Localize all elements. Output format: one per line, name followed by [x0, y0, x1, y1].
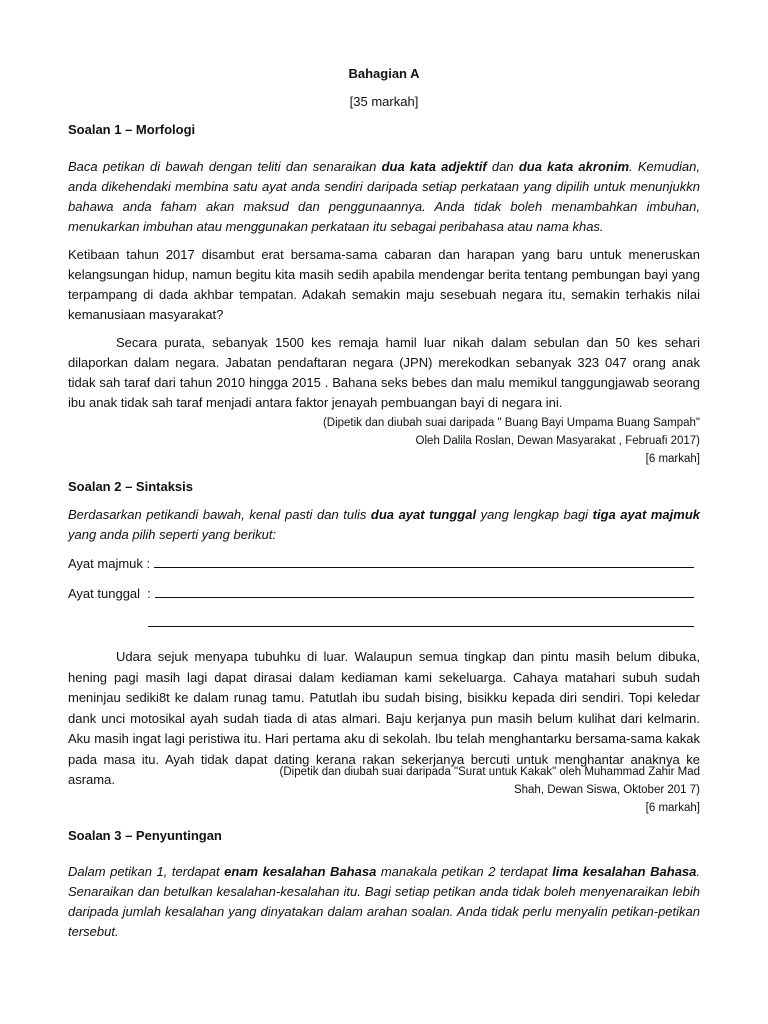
- q2-instr-text: yang anda pilih seperti yang berikut:: [68, 527, 277, 542]
- q2-source-line1: (Dipetik dan diubah suai daripada "Surat untuk Kakak" oleh Muhammad Zahir Mad: [279, 766, 700, 778]
- answer-rule: [148, 612, 694, 627]
- q2-instr-text: Berdasarkan petikandi bawah, kenal pasti dan tulis: [68, 507, 371, 522]
- q1-title: Soalan 1 – Morfologi: [68, 122, 196, 137]
- q1-instr-bold-akronim: dua kata akronim: [518, 159, 629, 174]
- q3-title: Soalan 3 – Penyuntingan: [68, 828, 222, 843]
- section-marks: [35 markah]: [349, 94, 419, 109]
- q3-instr-text: Dalam petikan 1, terdapat: [68, 864, 225, 879]
- q3-instr-text: . Senaraikan dan betulkan kesalahan-kesalahan itu. Bagi setiap petikan anda tidak boleh menyenaraikan lebih daripada jumlah kesalahan yang dinyatakan dalam arahan soalan. Anda tidak perlu menyalin petikan-petikan tersebut.: [68, 864, 701, 939]
- q1-instr-text: . Kemudian, anda dikehendaki membina satu ayat anda sendiri daripada setiap perkataan yang dipilih untuk menunjukkn bahawa anda faham akan maksud dan penggunaannya. Anda tidak boleh menambahkan imbuhan, menukarkan imbuhan atau menggunakan perkataan itu sebagai peribahasa atau nama khas.: [68, 159, 700, 234]
- answer-rule: [155, 583, 694, 598]
- q2-source-line2: Shah, Dewan Siswa, Oktober 201 7): [513, 784, 700, 796]
- q1-passage-para2: Secara purata, sebanyak 1500 kes remaja hamil luar nikah dalam sebulan dan 50 kes sehari dilaporkan dalam negara. Jabatan pendaftaran negara (JPN) merekodkan sebanyak 323 047 orang anak tidak sah taraf dari tahun 2010 hingga 2015 . Bahana seks bebes dan malu memikul tanggungjawab seorang ibu anak tidak sah taraf menjadi antara faktor jenayah pembuangan bayi di negara ini.: [68, 335, 700, 410]
- q1-instr-text: dan: [486, 159, 519, 174]
- q1-source-line1: (Dipetik dan diubah suai daripada " Buang Bayi Umpama Buang Sampah": [322, 417, 700, 429]
- q3-instr-text: manakala petikan 2 terdapat: [376, 864, 553, 879]
- q1-marks: [6 markah]: [645, 453, 700, 465]
- q2-passage: Udara sejuk menyapa tubuhku di luar. Walaupun semua tingkap dan pintu masih belum dibuka, hening pagi masih lagi dapat dirasai dalam kediaman kami sekeluarga. Cahaya matahari subuh sudah meninjau sediki8t ke dalam runag tamu. Patutlah ibu sudah bising, bisikku kepada diri sendiri. Topi keledar dank unci motosikal ayah sudah tiada di atas almari. Baju kerjanya pun masih belum kulihat dari kelmarin. Aku masih ingat lagi peristiwa itu. Hari pertama aku di sekolah. Ibu telah menghantarku bersama-sama kakak pada masa itu. Ayah tidak dapat dating kerana rakan sekerjanya bercuti untuk menghantar anaknya ke asrama.: [68, 649, 700, 787]
- q2-instr-bold-majmuk: tiga ayat majmuk: [592, 507, 700, 522]
- q2-title: Soalan 2 – Sintaksis: [68, 479, 194, 494]
- answer-label-tunggal: Ayat tunggal :: [68, 586, 151, 601]
- q1-instr-bold-adjektif: dua kata adjektif: [381, 159, 487, 174]
- q1-instructions: [68, 157, 700, 237]
- q2-instr-bold-tunggal: dua ayat tunggal: [370, 507, 477, 522]
- answer-line-tunggal: [68, 583, 694, 604]
- answer-line-extra: [148, 612, 694, 627]
- q2-instr-text: yang lengkap bagi: [476, 507, 593, 522]
- answer-rule: [154, 553, 694, 568]
- q3-instr-bold-enam: enam kesalahan Bahasa: [224, 864, 377, 879]
- q2-marks: [6 markah]: [645, 802, 700, 814]
- q3-instructions: [68, 862, 700, 942]
- section-title: Bahagian A: [348, 66, 420, 81]
- q1-source-line2: Oleh Dalila Roslan, Dewan Masyarakat , Februafi 2017): [415, 435, 700, 447]
- q1-passage-para1: Ketibaan tahun 2017 disambut erat bersama-sama cabaran dan harapan yang baru untuk meneruskan kelangsungan hidup, namun begitu kita masih sedih apabila mendengar berita tentang pembungan bayi yang terpampang di dada akhbar tempatan. Adakah semakin maju sesebuah negara itu, semakin terhakis nilai kemanusiaan masyarakat?: [68, 247, 700, 322]
- q3-instr-bold-lima: lima kesalahan Bahasa: [552, 864, 697, 879]
- q2-instructions: [68, 505, 700, 545]
- answer-label-majmuk: Ayat majmuk :: [68, 556, 151, 571]
- answer-line-majmuk: [68, 553, 694, 574]
- q1-instr-text: Baca petikan di bawah dengan teliti dan senaraikan: [68, 159, 382, 174]
